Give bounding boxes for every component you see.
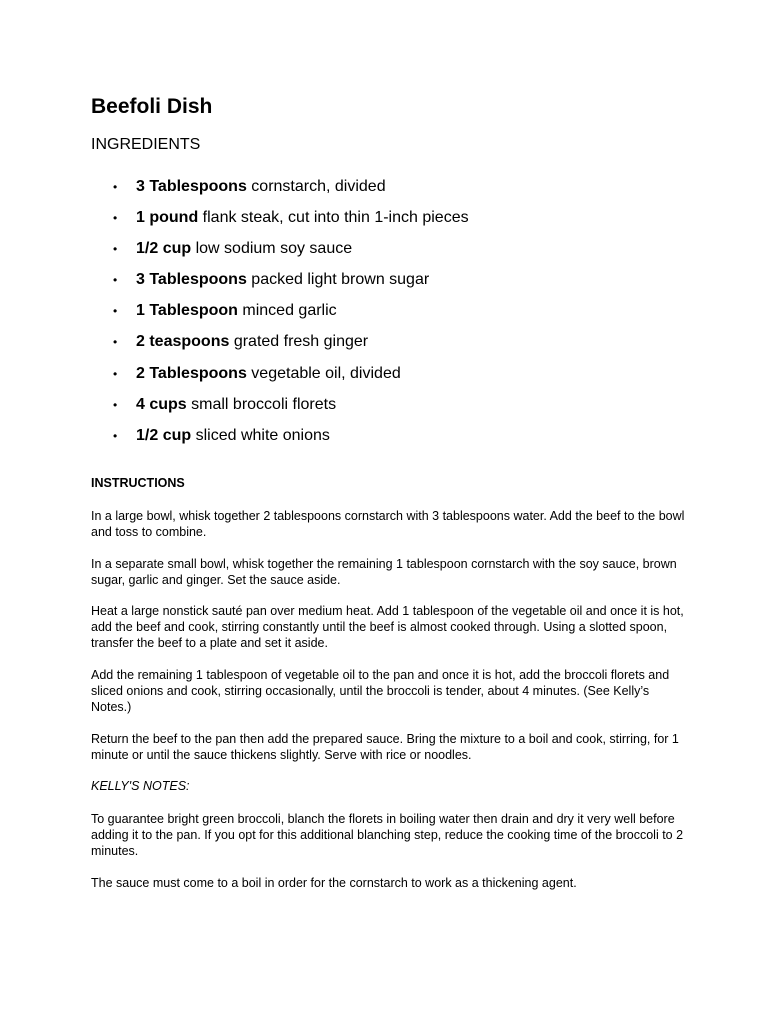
ingredient-name: low sodium soy sauce — [195, 240, 353, 258]
notes-heading: KELLY'S NOTES: — [91, 779, 190, 793]
ingredient-quantity: 2 Tablespoons — [136, 364, 247, 382]
bullet-icon: • — [113, 273, 118, 288]
instruction-step: In a large bowl, whisk together 2 tablespoons cornstarch with 3 tablespoons water. Add the beef to the bowl and toss to combine. — [91, 509, 685, 540]
ingredient-name: sliced white onions — [195, 426, 330, 444]
ingredient-name: cornstarch, divided — [251, 178, 386, 195]
ingredient-list — [91, 177, 691, 457]
ingredient-item — [91, 208, 691, 239]
instruction-step: Add the remaining 1 tablespoon of vegetable oil to the pan and once it is hot, add the broccoli florets and sliced onions and cook, stirring occasionally, until the broccoli is tender, about 4 minutes. (See Kelly’s Notes.) — [91, 668, 670, 715]
bullet-icon: • — [113, 180, 118, 194]
ingredient-name: small broccoli florets — [191, 395, 337, 413]
bullet-icon: • — [113, 335, 118, 350]
ingredients-heading: INGREDIENTS — [91, 136, 201, 153]
ingredient-item — [91, 177, 691, 208]
page-title: Beefoli Dish — [91, 95, 213, 118]
ingredient-name: packed light brown sugar — [251, 271, 430, 289]
ingredient-quantity: 1 pound — [136, 209, 199, 227]
instruction-step: In a separate small bowl, whisk together the remaining 1 tablespoon cornstarch with the soy sauce, brown sugar, garlic and ginger. Set the sauce aside. — [91, 557, 677, 588]
ingredient-item — [91, 426, 691, 457]
ingredient-item — [91, 301, 691, 332]
note-paragraph: To guarantee bright green broccoli, blanch the florets in boiling water then drain and dry it very well before adding it to the pan. If you opt for this additional blanching step, reduce the cooking time of the broccoli to 2 minutes. — [91, 812, 684, 859]
ingredient-name: grated fresh ginger — [233, 333, 369, 351]
instructions-heading: INSTRUCTIONS — [91, 476, 185, 490]
ingredient-item — [91, 270, 691, 301]
ingredient-quantity: 3 Tablespoons — [136, 271, 247, 289]
instruction-step: Return the beef to the pan then add the prepared sauce. Bring the mixture to a boil and cook, stirring, for 1 minute or until the sauce thickens slightly. Serve with rice or noodles. — [91, 732, 679, 763]
ingredient-item — [91, 239, 691, 270]
bullet-icon: • — [113, 211, 118, 226]
ingredient-name: flank steak, cut into thin 1-inch pieces — [202, 209, 469, 227]
ingredient-name: vegetable oil, divided — [251, 364, 401, 382]
ingredient-quantity: 2 teaspoons — [136, 333, 230, 351]
ingredient-quantity: 1/2 cup — [136, 240, 192, 258]
ingredient-quantity: 1 Tablespoon — [136, 302, 238, 320]
ingredient-name: minced garlic — [242, 302, 337, 320]
bullet-icon: • — [113, 304, 118, 319]
ingredient-quantity: 1/2 cup — [136, 426, 192, 444]
note-paragraph: The sauce must come to a boil in order for the cornstarch to work as a thickening agent. — [91, 876, 577, 890]
ingredient-item — [91, 395, 691, 426]
ingredient-quantity: 4 cups — [136, 395, 187, 413]
bullet-icon: • — [113, 366, 118, 381]
bullet-icon: • — [113, 397, 118, 412]
bullet-icon: • — [113, 428, 118, 443]
instruction-step: Heat a large nonstick sauté pan over medium heat. Add 1 tablespoon of the vegetable oil and once it is hot, add the beef and cook, stirring constantly until the beef is almost cooked through. Using a slotted spoon, transfer the beef to a plate and set it aside. — [91, 604, 684, 651]
ingredient-item — [91, 364, 691, 395]
bullet-icon: • — [113, 242, 118, 257]
ingredient-quantity: 3 Tablespoons — [136, 178, 247, 195]
ingredient-item — [91, 332, 691, 363]
